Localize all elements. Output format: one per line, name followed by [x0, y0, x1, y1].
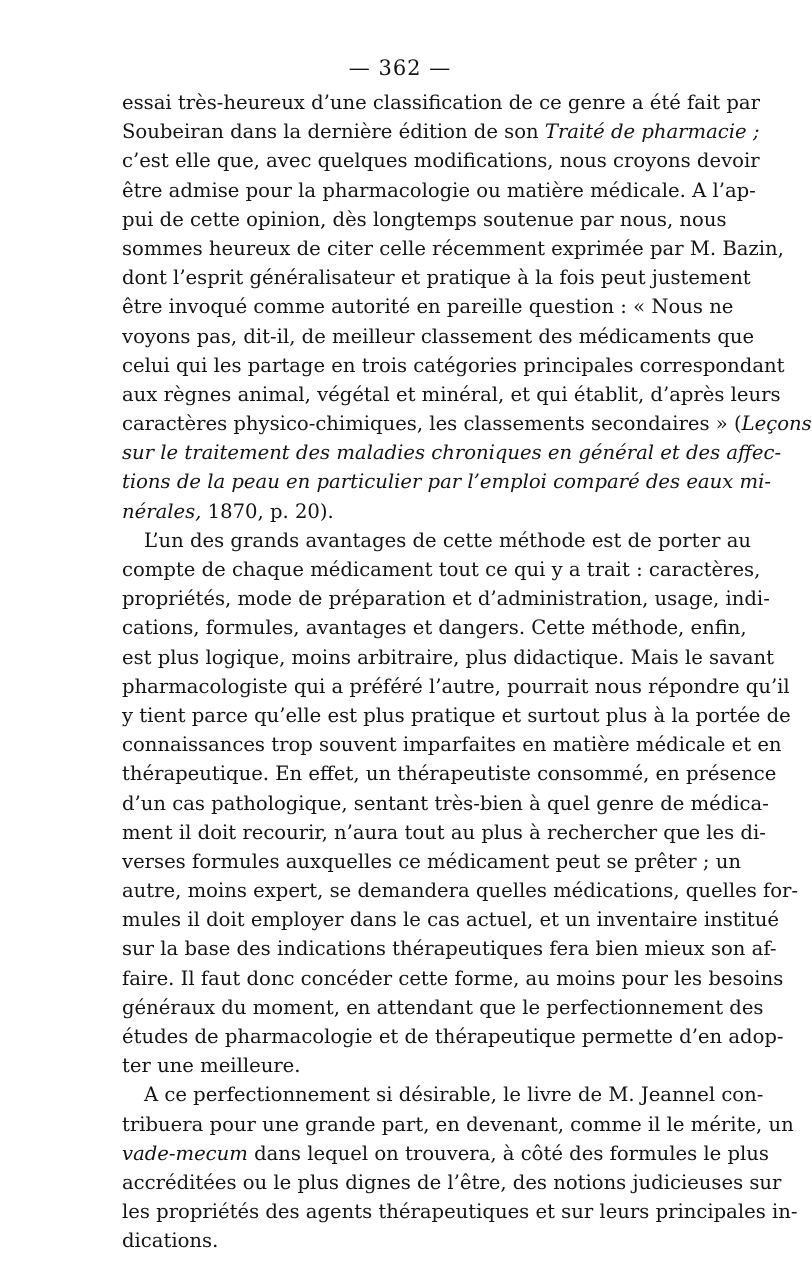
- text-span: aux règnes animal, végétal et minéral, et qui établit, d’après leurs: [122, 382, 781, 406]
- text-span: voyons pas, dit-il, de meilleur classement des médicaments que: [122, 324, 755, 348]
- text-line: [122, 876, 799, 905]
- text-span: sommes heureux de citer celle récemment exprimée par M. Bazin,: [122, 236, 784, 260]
- text-line: [122, 409, 812, 438]
- text-line: [122, 555, 761, 584]
- italic-text: sur le traitement des maladies chroniques en général et des affec-: [122, 441, 782, 465]
- text-span: c’est elle que, avec quelques modifications, nous croyons devoir: [122, 149, 760, 173]
- text-span: les propriétés des agents thérapeutiques et sur leurs principales in-: [122, 1200, 798, 1224]
- text-span: Soubeiran dans la dernière édition de son: [122, 120, 545, 144]
- text-line: [122, 934, 777, 963]
- text-line: [122, 146, 760, 175]
- text-line: [122, 263, 751, 292]
- italic-text: nérales,: [122, 499, 202, 523]
- text-span: pui de cette opinion, dès longtemps soutenue par nous, nous: [122, 207, 727, 231]
- text-line: [122, 380, 781, 409]
- text-span: A ce perfectionnement si désirable, le livre de M. Jeannel con-: [144, 1083, 764, 1107]
- text-line: [122, 789, 769, 818]
- text-span: généraux du moment, en attendant que le perfectionnement des: [122, 995, 764, 1019]
- italic-text: vade-mecum: [122, 1141, 248, 1165]
- page-number: — 362 —: [348, 56, 452, 80]
- text-span: L’un des grands avantages de cette méthode est de porter au: [144, 528, 752, 552]
- text-span: sur la base des indications thérapeutiques fera bien mieux son af-: [122, 937, 777, 961]
- text-line: [122, 847, 741, 876]
- text-span: tribuera pour une grande part, en devenant, comme il le mérite, un: [122, 1112, 794, 1136]
- text-span: autre, moins expert, se demandera quelles médications, quelles for-: [122, 879, 799, 903]
- italic-text: Leçons: [741, 412, 812, 436]
- text-line: [122, 1110, 794, 1139]
- text-line: [122, 205, 727, 234]
- text-span: études de pharmacologie et de thérapeutique permette d’en adop-: [122, 1025, 784, 1048]
- text-span: d’un cas pathologique, sentant très-bien à quel genre de médica-: [122, 791, 769, 815]
- text-span: verses formules auxquelles ce médicament peut se prêter ; un: [122, 849, 741, 873]
- text-line: [122, 467, 771, 496]
- text-line: [122, 526, 752, 555]
- text-span: compte de chaque médicament tout ce qui y a trait : caractères,: [122, 558, 761, 581]
- text-line: [122, 818, 766, 847]
- text-line: [122, 701, 791, 730]
- text-span: dications.: [122, 1229, 219, 1253]
- text-span: est plus logique, moins arbitraire, plus didactique. Mais le savant: [122, 645, 774, 669]
- text-span: être admise pour la pharmacologie ou matière médicale. A l’ap-: [122, 178, 756, 202]
- text-line: [122, 351, 785, 380]
- text-span: ment il doit recourir, n’aura tout au plus à rechercher que les di-: [122, 820, 766, 844]
- text-line: [122, 964, 784, 993]
- text-span: accréditées ou le plus dignes de l’être, des notions judicieuses sur: [122, 1170, 782, 1194]
- text-span: dont l’esprit généralisateur et pratique à la fois peut justement: [122, 266, 751, 290]
- text-line: [122, 292, 734, 321]
- text-span: cations, formules, avantages et dangers. Cette méthode, enfin,: [122, 616, 747, 640]
- text-line: [122, 905, 779, 934]
- text-line: [122, 1226, 680, 1255]
- text-span: y tient parce qu’elle est plus pratique et surtout plus à la portée de: [122, 703, 791, 727]
- text-span: être invoqué comme autorité en pareille question : « Nous ne: [122, 295, 734, 319]
- body-text: [122, 88, 812, 1256]
- text-span: 1870, p. 20).: [201, 499, 334, 523]
- text-span: faire. Il faut donc concéder cette forme, au moins pour les besoins: [122, 966, 784, 990]
- text-line: [122, 993, 764, 1022]
- text-line: [122, 1051, 680, 1080]
- text-line: [122, 497, 680, 526]
- text-line: [122, 1080, 764, 1109]
- text-span: pharmacologiste qui a préféré l’autre, pourrait nous répondre qu’il: [122, 674, 790, 698]
- text-span: celui qui les partage en trois catégories principales correspondant: [122, 353, 785, 377]
- text-line: [122, 176, 756, 205]
- italic-text: tions de la peau en particulier par l’emploi comparé des eaux mi-: [122, 470, 771, 494]
- text-line: [122, 322, 755, 351]
- text-span: essai très-heureux d’une classification de ce genre a été fait par: [122, 91, 760, 114]
- text-line: [122, 613, 747, 642]
- text-line: [122, 88, 760, 117]
- text-line: [122, 759, 777, 788]
- text-line: [122, 584, 770, 613]
- text-line: [122, 1022, 784, 1051]
- text-span: mules il doit employer dans le cas actuel, et un inventaire institué: [122, 908, 779, 932]
- text-line: [122, 1197, 798, 1226]
- text-line: [122, 234, 784, 263]
- text-line: [122, 438, 782, 467]
- text-line: [122, 643, 774, 672]
- text-line: [122, 730, 782, 759]
- text-span: thérapeutique. En effet, un thérapeutiste consommé, en présence: [122, 762, 777, 786]
- text-line: [122, 1168, 782, 1197]
- text-line: [122, 1139, 769, 1168]
- text-span: propriétés, mode de préparation et d’administration, usage, indi-: [122, 587, 770, 611]
- text-span: caractères physico-chimiques, les classements secondaires » (: [122, 412, 742, 436]
- text-span: connaissances trop souvent imparfaites en matière médicale et en: [122, 733, 782, 757]
- text-span: ter une meilleure.: [122, 1054, 301, 1078]
- text-span: dans lequel on trouvera, à côté des formules le plus: [247, 1141, 769, 1165]
- text-line: [122, 672, 790, 701]
- italic-text: Traité de pharmacie ;: [544, 120, 760, 144]
- text-line: [122, 117, 760, 146]
